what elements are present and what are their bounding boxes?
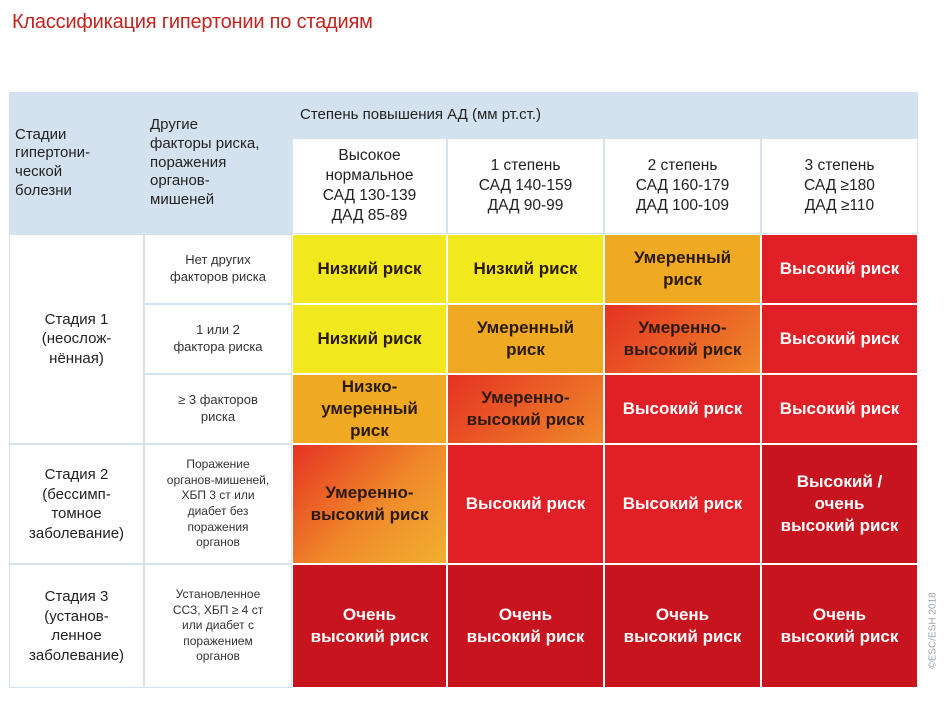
risk-cell: Низкий риск xyxy=(447,234,604,304)
header-factors: Другие факторы риска, поражения органов- мишеней xyxy=(144,92,292,234)
risk-cell: Умеренно- высокий риск xyxy=(447,374,604,444)
risk-cell: Низкий риск xyxy=(292,304,447,374)
column-header-grade-1: 1 степень САД 140-159 ДАД 90-99 xyxy=(447,138,604,234)
stage-2: Стадия 2 (бессимп- томное заболевание) xyxy=(9,444,144,564)
stage-1: Стадия 1 (неослож- нённая) xyxy=(9,234,144,444)
risk-cell: Высокий риск xyxy=(761,234,918,304)
copyright-text: ©ESC/ESH 2018 xyxy=(927,591,939,669)
risk-cell: Умеренный риск xyxy=(447,304,604,374)
stage-3: Стадия 3 (установ- ленное заболевание) xyxy=(9,564,144,688)
risk-cell: Очень высокий риск xyxy=(292,564,447,688)
factor-row-3: ≥ 3 факторов риска xyxy=(144,374,292,444)
page-title: Классификация гипертонии по стадиям xyxy=(12,11,373,33)
risk-cell: Низко- умеренный риск xyxy=(292,374,447,444)
copyright-note xyxy=(920,575,946,685)
risk-cell: Высокий / очень высокий риск xyxy=(761,444,918,564)
risk-cell: Очень высокий риск xyxy=(604,564,761,688)
risk-cell: Высокий риск xyxy=(761,374,918,444)
factor-row-1: Нет других факторов риска xyxy=(144,234,292,304)
factor-row-2: 1 или 2 фактора риска xyxy=(144,304,292,374)
risk-cell: Умеренный риск xyxy=(604,234,761,304)
risk-cell: Высокий риск xyxy=(604,444,761,564)
risk-cell: Высокий риск xyxy=(761,304,918,374)
factor-row-4: Поражение органов-мишеней, ХБП 3 ст или диабет без поражения органов xyxy=(144,444,292,564)
column-header-grade-2: 2 степень САД 160-179 ДАД 100-109 xyxy=(604,138,761,234)
risk-cell: Очень высокий риск xyxy=(447,564,604,688)
risk-cell: Низкий риск xyxy=(292,234,447,304)
risk-cell: Умеренно- высокий риск xyxy=(604,304,761,374)
header-stages: Стадии гипертони- ческой болезни xyxy=(9,92,144,234)
risk-cell: Очень высокий риск xyxy=(761,564,918,688)
header-pressure: Степень повышения АД (мм рт.ст.) xyxy=(292,92,918,138)
column-header-grade-3: 3 степень САД ≥180 ДАД ≥110 xyxy=(761,138,918,234)
risk-cell: Умеренно- высокий риск xyxy=(292,444,447,564)
risk-cell: Высокий риск xyxy=(604,374,761,444)
column-header-high-normal: Высокое нормальное САД 130-139 ДАД 85-89 xyxy=(292,138,447,234)
risk-cell: Высокий риск xyxy=(447,444,604,564)
factor-row-5: Установленное ССЗ, ХБП ≥ 4 ст или диабет с поражением органов xyxy=(144,564,292,688)
